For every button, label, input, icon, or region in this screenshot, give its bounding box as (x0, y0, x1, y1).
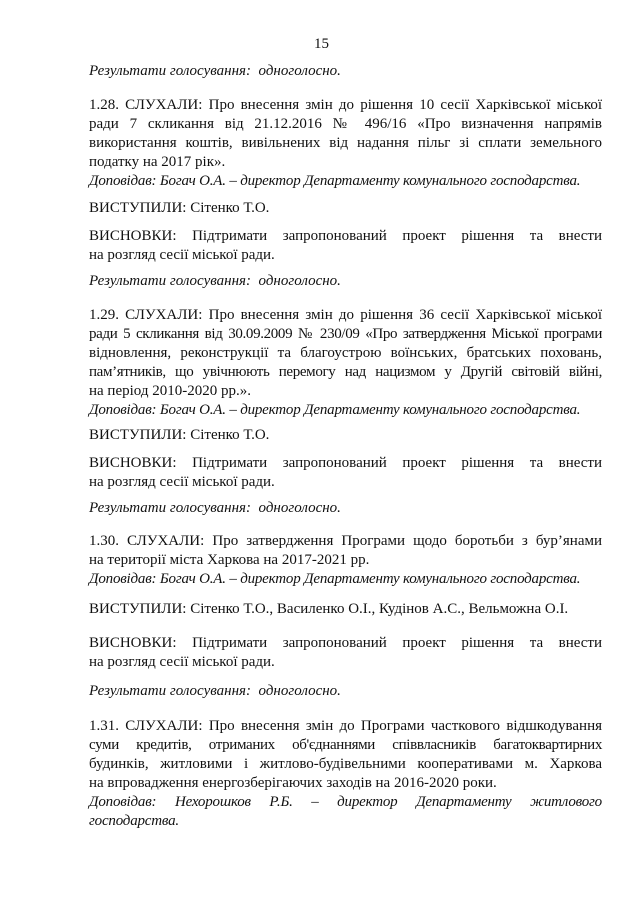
heard-line: ради 5 скликання від 30.09.2009 № 230/09 «Про затвердження Міської програми (89, 326, 602, 342)
heard-label: СЛУХАЛИ: (125, 97, 203, 113)
spoke-names: Сітенко Т.О. (190, 427, 270, 443)
speaker-text: Богач О.А. – директор Департаменту комунального господарства. (159, 571, 581, 587)
heard-line: 1.29. СЛУХАЛИ: Про внесення змін до рішення 36 сесії Харківської міської (89, 307, 603, 323)
voting-result-label: Результати голосування: (89, 500, 252, 516)
spoke-label: ВИСТУПИЛИ: (89, 200, 187, 216)
heard-line: будинків, житловими і житлово-будівельними кооперативами м. Харкова (89, 756, 602, 772)
voting-result-value: одноголосно. (258, 63, 341, 79)
voting-result-value: одноголосно. (258, 273, 341, 289)
heard-line: 1.28. СЛУХАЛИ: Про внесення змін до рішення 10 сесії Харківської міської (89, 97, 603, 113)
voting-result-label: Результати голосування: (89, 63, 252, 79)
speaker-line (89, 172, 602, 191)
heard-line: пам’ятників, що увічнюють перемогу над нацизмом у Другій світовій війні, (89, 364, 602, 380)
speaker-label: Доповідав: (89, 794, 157, 810)
voting-result-label: Результати голосування: (89, 683, 252, 699)
heard-line: 1.30. СЛУХАЛИ: Про затвердження Програми щодо боротьби з бур’янами (89, 533, 603, 549)
heard-line: ради 7 скликання від 21.12.2016 № 496/16 «Про визначення напрямів (89, 116, 602, 132)
heard-label: СЛУХАЛИ: (125, 307, 203, 323)
voting-result-value: одноголосно. (258, 683, 341, 699)
voting-result (89, 272, 602, 291)
spoke-label: ВИСТУПИЛИ: (89, 427, 187, 443)
heard-line: на впровадження енергозберігаючих заходів на 2016-2020 роки. (89, 775, 497, 791)
heard-line: 1.31. СЛУХАЛИ: Про внесення змін до Програми часткового відшкодування (89, 718, 602, 734)
speaker-text: Нехорошков Р.Б. – директор Департаменту житлового (174, 794, 602, 810)
item-number: 1.30. (89, 533, 119, 549)
heard-label: СЛУХАЛИ: (127, 533, 205, 549)
conclusions: ВИСНОВКИ: Підтримати запропонований проект рішення та внести на розгляд сесії міської ради. (89, 455, 603, 490)
agenda-item-1-30 (89, 532, 602, 589)
spoke-line (89, 199, 602, 218)
heard-label: СЛУХАЛИ: (125, 718, 203, 734)
speaker-label: Доповідав: (89, 173, 157, 189)
spoke-label: ВИСТУПИЛИ: (89, 601, 187, 617)
spoke-line (89, 426, 602, 445)
page-number: 15 (314, 36, 329, 52)
conclusions: ВИСНОВКИ: Підтримати запропонований проект рішення та внести на розгляд сесії міської ради. (89, 228, 603, 263)
conclusions-label: ВИСНОВКИ: (89, 455, 177, 471)
heard-line: суми кредитів, отриманих об'єднаннями співвласників багатоквартирних (89, 737, 602, 753)
voting-result (89, 682, 602, 701)
speaker-text: Богач О.А. – директор Департаменту комунального господарства. (159, 402, 581, 418)
item-number: 1.29. (89, 307, 119, 323)
conclusions: ВИСНОВКИ: Підтримати запропонований проект рішення та внести на розгляд сесії міської ради. (89, 635, 603, 670)
spoke-line (89, 600, 602, 619)
heard-line: на території міста Харкова на 2017-2021 рр. (89, 552, 370, 568)
speaker-label: Доповідав: (89, 571, 157, 587)
voting-result (89, 499, 602, 518)
agenda-item-1-31 (89, 717, 602, 831)
item-number: 1.31. (89, 718, 119, 734)
spoke-names: Сітенко Т.О., Василенко О.І., Кудінов А.С., Вельможна О.І. (190, 601, 569, 617)
speaker-line: господарства. (89, 813, 179, 829)
voting-result-value: одноголосно. (258, 500, 341, 516)
spoke-names: Сітенко Т.О. (190, 200, 270, 216)
item-number: 1.28. (89, 97, 119, 113)
agenda-item-1-28 (89, 96, 602, 191)
heard-line: податку на 2017 рік». (89, 154, 226, 170)
speaker-line (89, 401, 602, 420)
conclusions-label: ВИСНОВКИ: (89, 228, 177, 244)
speaker-text: Богач О.А. – директор Департаменту комунального господарства. (159, 173, 581, 189)
voting-result-label: Результати голосування: (89, 273, 252, 289)
conclusions-label: ВИСНОВКИ: (89, 635, 177, 651)
speaker-line (89, 793, 602, 812)
voting-result (89, 62, 602, 81)
speaker-line (89, 570, 602, 589)
heard-line: відновлення, реконструкції та благоустрою воїнських, братських поховань, (89, 345, 602, 361)
heard-line: використання коштів, вивільнених від надання пільг зі сплати земельного (89, 135, 602, 151)
agenda-item-1-29 (89, 306, 602, 420)
heard-line: на період 2010-2020 рр.». (89, 383, 251, 399)
speaker-label: Доповідав: (89, 402, 157, 418)
